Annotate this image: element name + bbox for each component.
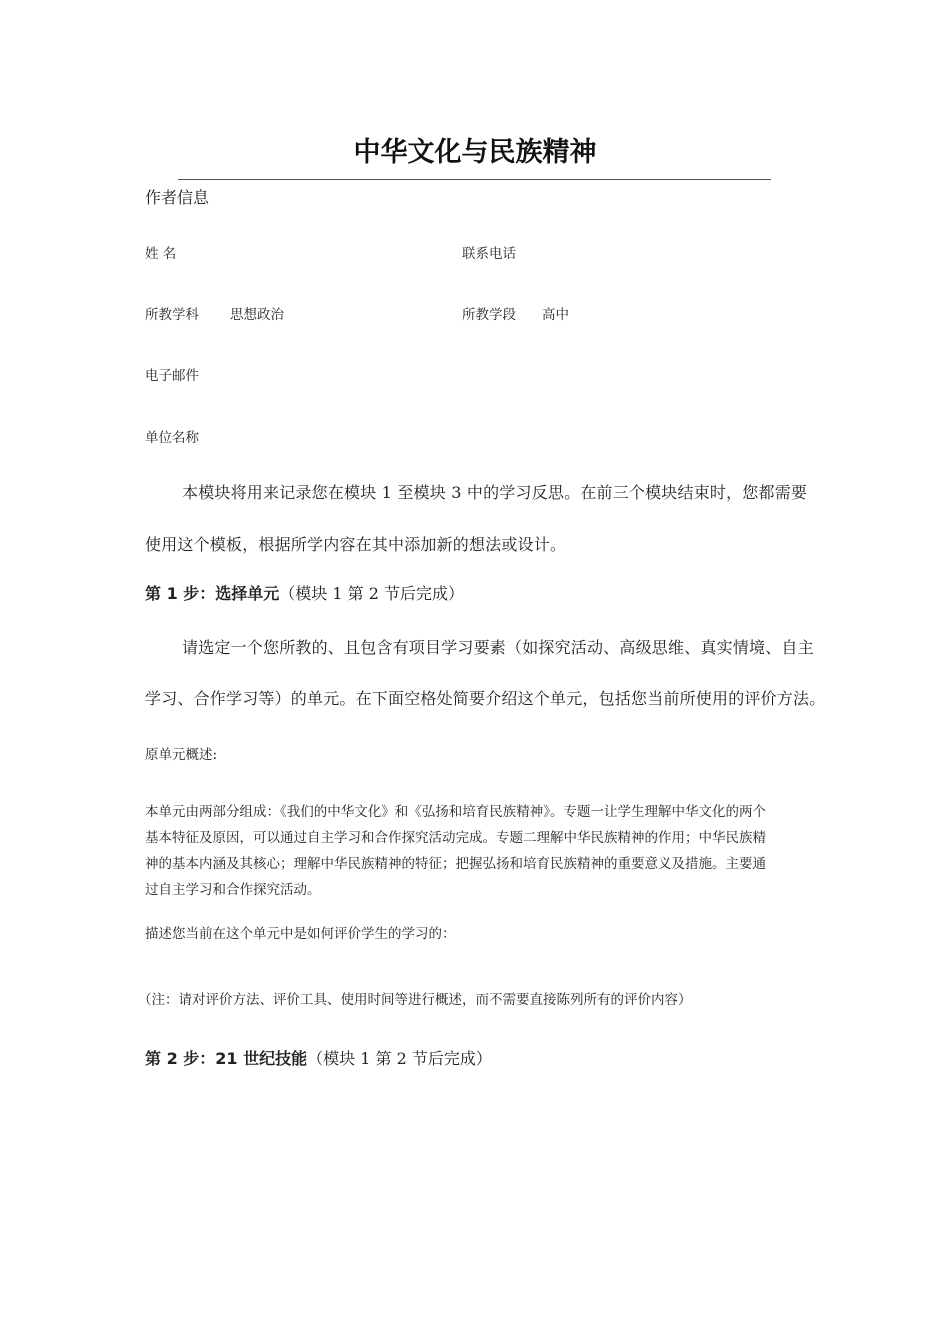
phone-label: 联系电话 <box>462 246 516 262</box>
grade-value: 高中 <box>542 307 569 323</box>
email-label: 电子邮件 <box>145 368 199 384</box>
name-label: 姓 名 <box>145 246 177 262</box>
step1-heading <box>145 581 464 604</box>
assessment-label: 描述您当前在这个单元中是如何评价学生的学习的： <box>145 926 456 942</box>
title-divider <box>178 179 771 180</box>
step2-heading-bold: 第 2 步：21 世纪技能 <box>145 1049 308 1068</box>
page-title: 中华文化与民族精神 <box>353 137 597 168</box>
step1-para-line-2: 学习、合作学习等）的单元。在下面空格处简要介绍这个单元，包括您当前所使用的评价方法。 <box>145 689 826 708</box>
overview-label: 原单元概述: <box>145 747 218 763</box>
overview-line: 神的基本内涵及其核心；理解中华民族精神的特征；把握弘扬和培育民族精神的重要意义及措施。主要通 <box>145 856 766 872</box>
intro-line-2: 使用这个模板，根据所学内容在其中添加新的想法或设计。 <box>145 535 567 554</box>
overview-line: 本单元由两部分组成：《我们的中华文化》和《弘扬和培育民族精神》。专题一让学生理解中华文化的两个 <box>145 804 766 820</box>
step1-heading-bold: 第 1 步：选择单元 <box>145 584 280 603</box>
overview-line: 基本特征及原因，可以通过自主学习和合作探究活动完成。专题二理解中华民族精神的作用；中华民族精 <box>145 830 766 846</box>
overview-text <box>145 799 766 903</box>
overview-line: 过自主学习和合作探究活动。 <box>145 882 321 898</box>
subject-label: 所教学科 <box>145 307 199 323</box>
assessment-note: （注：请对评价方法、评价工具、使用时间等进行概述，而不需要直接陈列所有的评价内容） <box>138 992 692 1008</box>
intro-line-1: 本模块将用来记录您在模块 1 至模块 3 中的学习反思。在前三个模块结束时，您都需要 <box>182 483 808 502</box>
step1-heading-note: （模块 1 第 2 节后完成） <box>279 584 464 603</box>
subject-value: 思想政治 <box>230 307 284 323</box>
unit-label: 单位名称 <box>145 430 199 446</box>
grade-label: 所教学段 <box>462 307 516 323</box>
step2-heading-note: （模块 1 第 2 节后完成） <box>307 1049 492 1068</box>
step2-heading <box>145 1046 492 1069</box>
step1-para-line-1: 请选定一个您所教的、且包含有项目学习要素（如探究活动、高级思维、真实情境、自主 <box>182 638 814 657</box>
author-info-heading: 作者信息 <box>145 188 210 207</box>
